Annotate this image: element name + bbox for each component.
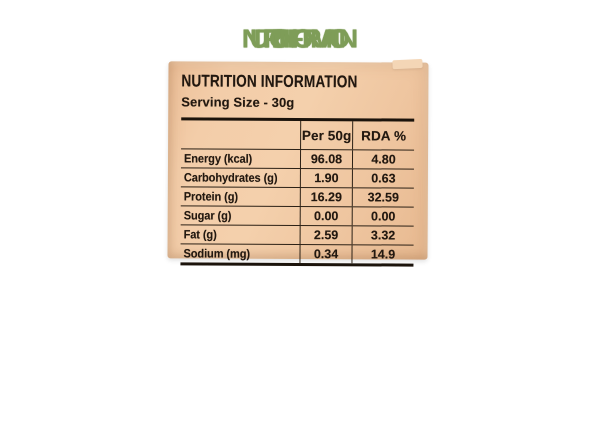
masthead — [0, 24, 600, 54]
per-50g-value: 2.59 — [313, 228, 339, 243]
col-header-rda: RDA % — [352, 121, 414, 149]
per-50g-value: 1.90 — [314, 171, 339, 186]
table-header-row — [181, 120, 414, 149]
table-row — [181, 186, 414, 206]
nutrient-name: Energy (kcal) — [183, 151, 253, 166]
col-header-per-50g: Per 50g — [300, 121, 352, 149]
nutrient-name: Protein (g) — [183, 189, 239, 204]
serving-size: Serving Size - 30g — [181, 94, 295, 110]
nutrient-name: Sodium (mg) — [183, 246, 251, 261]
col-header-blank — [181, 120, 300, 149]
rda-value: 3.32 — [370, 228, 396, 243]
per-50g-value: 0.34 — [313, 247, 339, 262]
nutrient-name: Carbohydrates (g) — [183, 170, 278, 185]
rda-value: 0.00 — [370, 209, 396, 224]
rda-value: 14.9 — [370, 247, 396, 262]
table-row — [181, 205, 414, 225]
table-row — [181, 224, 414, 244]
table-row — [181, 148, 414, 168]
rda-value: 0.63 — [371, 171, 396, 186]
label-corner-fold — [392, 59, 422, 69]
per-50g-value: 16.29 — [310, 190, 342, 205]
label-title: NUTRITION INFORMATION — [181, 71, 358, 92]
nutrient-name: Fat (g) — [183, 227, 217, 242]
table-row — [180, 243, 413, 263]
nutrition-label — [167, 61, 428, 262]
rda-value: 32.59 — [367, 190, 399, 205]
per-50g-value: 0.00 — [314, 209, 339, 224]
per-50g-value: 96.08 — [310, 152, 343, 167]
rda-value: 4.80 — [371, 152, 396, 167]
masthead-overlapped-text: NUTRITION INFORMATION — [241, 24, 347, 53]
table-row — [181, 167, 414, 187]
nutrition-table — [180, 117, 414, 266]
nutrient-name: Sugar (g) — [183, 208, 232, 223]
